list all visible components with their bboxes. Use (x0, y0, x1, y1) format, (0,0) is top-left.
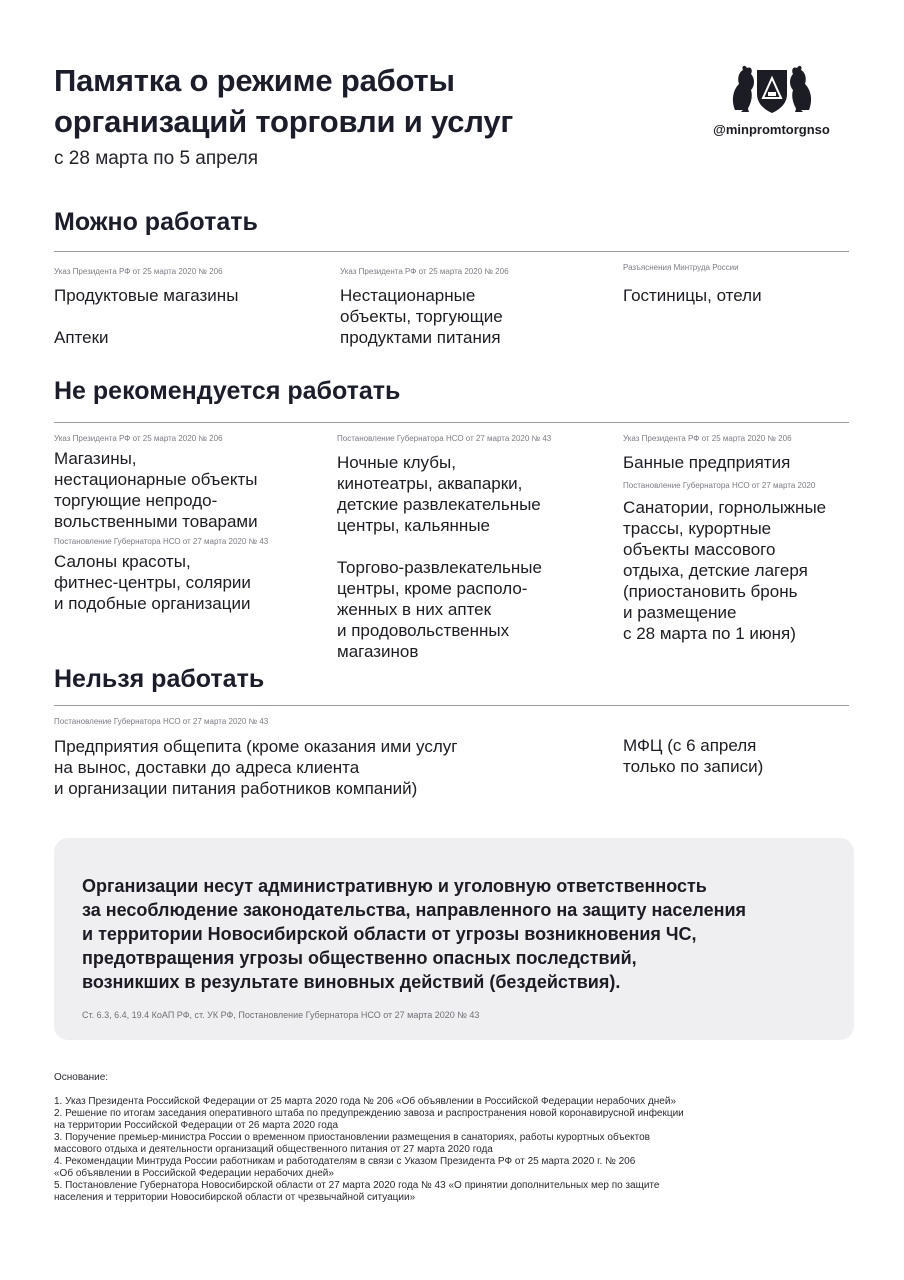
list-item: Гостиницы, отели (623, 286, 762, 305)
legal-source: Указ Президента РФ от 25 марта 2020 № 206 (54, 434, 223, 443)
list-item: Торгово-развлекательные центры, кроме располо- женных в них аптек и продовольственных магазинов (337, 558, 542, 661)
coat-of-arms-icon (727, 60, 817, 116)
logo (704, 60, 839, 137)
legal-source: Постановление Губернатора НСО от 27 марта 2020 № 43 (54, 717, 269, 726)
list-item: Аптеки (54, 328, 109, 347)
legal-source: Указ Президента РФ от 25 марта 2020 № 206 (340, 267, 509, 276)
list-item: Магазины, нестационарные объекты торгующие непродо- вольственными товарами (54, 449, 258, 531)
list-item: Салоны красоты, фитнес-центры, солярии и подобные организации (54, 552, 251, 613)
basis-item: 4. Рекомендации Минтруда России работникам и работодателям в связи с Указом Президента РФ от 25 марта 2020 г. № 206 «Об объявлении в Российской Федерации нерабочих дней» (54, 1156, 636, 1179)
list-item: МФЦ (с 6 апреля только по записи) (623, 736, 764, 776)
cannot-work-column-2 (623, 735, 893, 777)
legal-source: Разъяснения Минтруда России (623, 263, 739, 272)
can-work-column-3 (623, 262, 893, 306)
not-recommended-column-3 (623, 433, 893, 644)
basis-item: 1. Указ Президента Российской Федерации от 25 марта 2020 года № 206 «Об объявлении в Российской Федерации нерабочих дней» (54, 1096, 677, 1107)
list-item: Продуктовые магазины (54, 286, 239, 305)
divider (54, 422, 849, 423)
basis-item: 2. Решение по итогам заседания оперативного штаба по предупреждению завоза и распространения новой коронавирусной инфекции на территории Российской Федерации от 26 марта 2020 года (54, 1108, 684, 1131)
basis-item: 3. Поручение премьер-министра России о временном приостановлении размещения в санаториях, работы курортных объектов массового отдыха и деятельности организаций общественного питания от 27 марта 2020 года (54, 1132, 650, 1155)
section-title-not-recommended: Не рекомендуется работать (54, 377, 401, 405)
divider (54, 705, 849, 706)
title-line-2: организаций торговли и услуг (54, 104, 514, 139)
legal-source: Указ Президента РФ от 25 марта 2020 № 206 (54, 267, 223, 276)
liability-notice (54, 838, 854, 1040)
title-line-1: Памятка о режиме работы (54, 63, 455, 98)
page-title (54, 60, 513, 142)
notice-source: Ст. 6.3, 6.4, 19.4 КоАП РФ, ст. УК РФ, Постановление Губернатора НСО от 27 марта 2020 № 43 (82, 1010, 480, 1020)
not-recommended-column-2 (337, 433, 607, 662)
list-item: Ночные клубы, кинотеатры, аквапарки, детские развлекательные центры, кальянные (337, 453, 541, 535)
legal-source: Постановление Губернатора НСО от 27 марта 2020 № 43 (54, 537, 269, 546)
list-item: Санатории, горнолыжные трассы, курортные объекты массового отдыха, детские лагеря (приостановить бронь и размещение с 28 марта по 1 июня) (623, 498, 827, 643)
basis-item: 5. Постановление Губернатора Новосибирской области от 27 марта 2020 года № 43 «О принятии дополнительных мер по защите населения и территории Новосибирской области от чрезвычайной ситуации» (54, 1180, 660, 1203)
legal-source: Постановление Губернатора НСО от 27 марта 2020 (623, 481, 816, 490)
legal-source: Постановление Губернатора НСО от 27 марта 2020 № 43 (337, 434, 552, 443)
date-range: с 28 марта по 5 апреля (54, 148, 259, 169)
basis-list (54, 1072, 854, 1204)
not-recommended-column-1 (54, 433, 324, 614)
basis-title: Основание: (54, 1072, 109, 1083)
list-item: Банные предприятия (623, 453, 791, 472)
divider (54, 251, 849, 252)
social-handle: @minpromtorgnso (713, 122, 830, 137)
cannot-work-column-1 (54, 716, 574, 799)
can-work-column-1 (54, 266, 324, 348)
section-title-cannot-work: Нельзя работать (54, 665, 265, 693)
list-item: Нестационарные объекты, торгующие продуктами питания (340, 286, 503, 347)
can-work-column-2 (340, 266, 610, 348)
list-item: Предприятия общепита (кроме оказания ими услуг на вынос, доставки до адреса клиента и организации питания работников компаний) (54, 737, 458, 798)
section-title-can-work: Можно работать (54, 208, 258, 236)
notice-text: Организации несут административную и уголовную ответственность за несоблюдение законодательства, направленного на защиту населения и территории Новосибирской области от угрозы возникновения ЧС, предотвращения угрозы общественно опасных последствий, возникших в результате виновных действий (бездействия). (82, 876, 747, 992)
legal-source: Указ Президента РФ от 25 марта 2020 № 206 (623, 434, 792, 443)
